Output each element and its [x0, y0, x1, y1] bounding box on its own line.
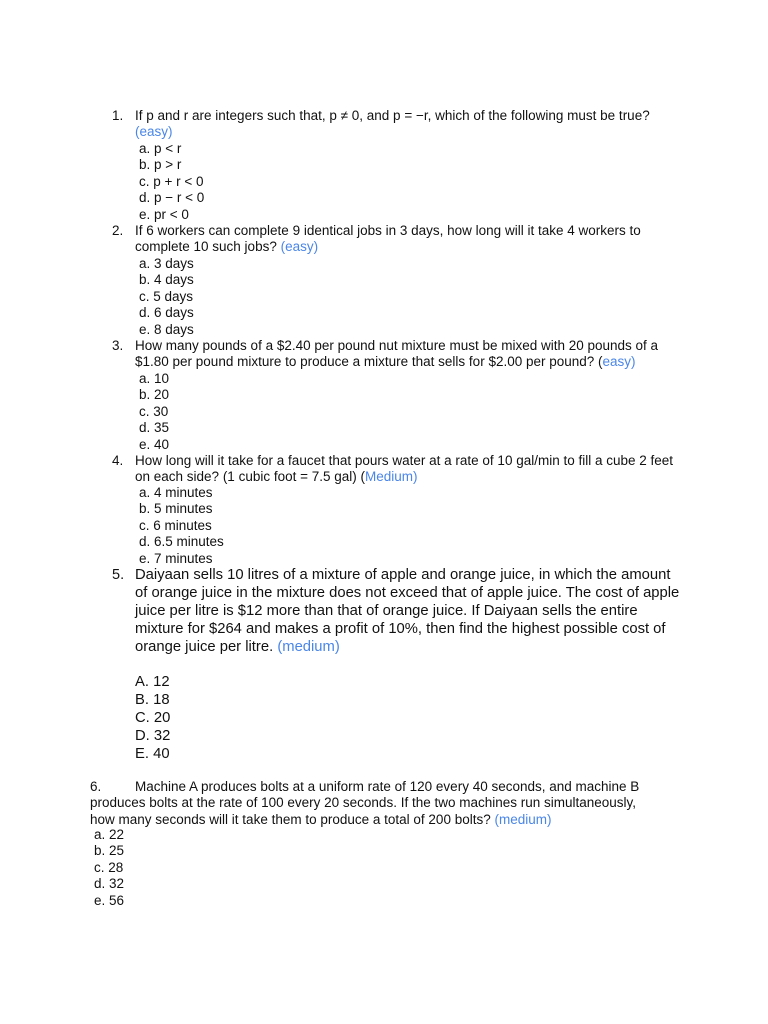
question-number: 4. — [112, 453, 124, 468]
question-number: 6. — [90, 779, 102, 794]
answer-options — [139, 371, 169, 453]
difficulty-tag: (medium) — [494, 811, 552, 827]
question-text: How long will it take for a faucet that pours water at a rate of 10 gal/min to fill a cube 2 feet on each side? (1 cubic foot = 7.5 gal) (Medium) — [135, 453, 674, 485]
answer-option: d. 6 days — [139, 305, 194, 321]
answer-option: d. 35 — [139, 420, 170, 436]
answer-options — [135, 673, 170, 763]
answer-option: e. 7 minutes — [139, 550, 213, 566]
answer-option: b. 5 minutes — [139, 501, 213, 517]
answer-option: c. p + r < 0 — [139, 173, 204, 189]
answer-option: a. 22 — [94, 827, 125, 842]
answer-option: e. pr < 0 — [139, 206, 189, 222]
answer-options — [139, 141, 204, 223]
question-text: How many pounds of a $2.40 per pound nut mixture must be mixed with 20 pounds of a $1.80 per pound mixture to produce a mixture that sells for $2.00 per pound? (easy) — [135, 338, 659, 370]
question-text: Daiyaan sells 10 litres of a mixture of apple and orange juice, in which the amount of orange juice in the mixture does not exceed that of apple juice. The cost of apple juice per litre is $12 more than that of orange juice. If Daiyaan sells the entire mixture for $264 and makes a profit of 10%, then find the highest possible cost of orange juice per litre. (medium) — [135, 567, 680, 655]
question-number: 5. — [112, 567, 125, 583]
answer-option: c. 5 days — [139, 288, 194, 304]
answer-option: c. 28 — [94, 859, 124, 875]
answer-option: a. p < r — [139, 141, 182, 156]
question-text: 6. Machine A produces bolts at a uniform rate of 120 every 40 seconds, and machine B produces bolts at the rate of 100 every 20 seconds. If the two machines run simultaneously, how many seconds will it take them to produce a total of 200 bolts? (medium) — [90, 779, 640, 827]
answer-option: b. 25 — [94, 843, 125, 859]
question-number: 2. — [112, 223, 124, 238]
answer-option: d. 32 — [94, 876, 125, 892]
answer-options — [94, 827, 124, 909]
answer-option: A. 12 — [135, 674, 170, 690]
answer-option: a. 10 — [139, 371, 170, 386]
answer-options — [139, 256, 194, 338]
difficulty-tag: (easy) — [135, 124, 173, 140]
answer-option: e. 40 — [139, 436, 170, 452]
answer-option: d. 6.5 minutes — [139, 534, 224, 550]
answer-option: c. 30 — [139, 403, 169, 419]
answer-option: E. 40 — [135, 746, 170, 762]
difficulty-tag: (medium) — [277, 639, 340, 655]
answer-options — [139, 485, 224, 567]
difficulty-tag: (easy) — [280, 239, 319, 255]
answer-option: b. p > r — [139, 157, 182, 173]
question-text: If p and r are integers such that, p ≠ 0, and p = −r, which of the following must be true? (easy) — [135, 108, 650, 140]
answer-option: D. 32 — [135, 728, 171, 744]
answer-option: a. 4 minutes — [139, 485, 213, 500]
question-number: 1. — [112, 108, 124, 123]
question-text: If 6 workers can complete 9 identical jobs in 3 days, how long will it take 4 workers to complete 10 such jobs? (easy) — [135, 223, 641, 255]
answer-option: d. p − r < 0 — [139, 190, 205, 206]
answer-option: e. 56 — [94, 892, 125, 908]
difficulty-tag: easy) — [602, 354, 636, 370]
answer-option: a. 3 days — [139, 256, 194, 271]
question-number: 3. — [112, 338, 124, 353]
answer-option: c. 6 minutes — [139, 517, 212, 533]
answer-option: C. 20 — [135, 710, 171, 726]
difficulty-tag: Medium) — [365, 469, 418, 485]
answer-option: B. 18 — [135, 692, 170, 708]
answer-option: b. 4 days — [139, 272, 194, 288]
answer-option: b. 20 — [139, 387, 170, 403]
answer-option: e. 8 days — [139, 321, 194, 337]
